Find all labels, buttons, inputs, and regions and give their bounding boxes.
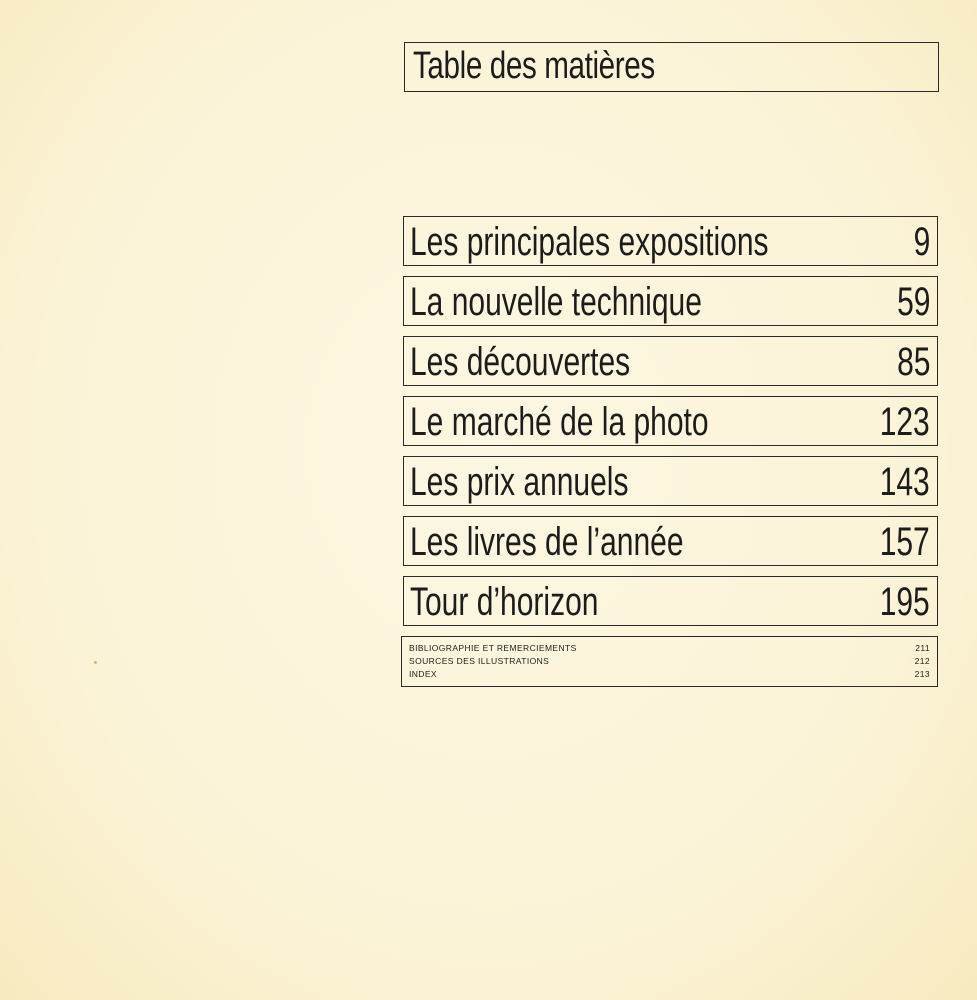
appendix-box [401, 636, 938, 687]
toc-entry-page: 157 [879, 520, 930, 564]
toc-entry[interactable] [403, 456, 938, 506]
appendix-row[interactable] [409, 642, 930, 655]
appendix-label: SOURCES DES ILLUSTRATIONS [409, 656, 550, 666]
toc-entry-label: Tour d’horizon [410, 580, 599, 624]
toc-title-box [404, 42, 939, 92]
toc-entry[interactable] [403, 396, 938, 446]
appendix-page: 213 [914, 669, 930, 679]
toc-entry-page: 9 [913, 220, 930, 264]
toc-entry[interactable] [403, 516, 938, 566]
toc-entry-label: La nouvelle technique [410, 280, 702, 324]
toc-entry[interactable] [403, 336, 938, 386]
appendix-row[interactable] [409, 655, 930, 668]
toc-entry-label: Les principales expositions [410, 220, 769, 264]
toc-entry-page: 85 [896, 340, 930, 384]
toc-entry-page: 143 [879, 460, 930, 504]
toc-entry-label: Le marché de la photo [410, 400, 709, 444]
appendix-page: 211 [915, 643, 930, 653]
toc-entry-label: Les découvertes [410, 340, 631, 384]
toc-entry-page: 59 [896, 280, 930, 324]
toc-entry[interactable] [403, 276, 938, 326]
toc-entry-page: 123 [879, 400, 930, 444]
toc-title: Table des matières [413, 45, 655, 87]
toc-entry[interactable] [403, 576, 938, 626]
appendix-label: INDEX [409, 669, 437, 679]
paper-speck [94, 661, 97, 664]
toc-entry[interactable] [403, 216, 938, 266]
appendix-row[interactable] [409, 668, 930, 681]
appendix-label: BIBLIOGRAPHIE ET REMERCIEMENTS [409, 643, 577, 653]
toc-entry-label: Les livres de l’année [410, 520, 684, 564]
toc-entry-page: 195 [879, 580, 930, 624]
toc-entry-label: Les prix annuels [410, 460, 629, 504]
appendix-page: 212 [914, 656, 930, 666]
